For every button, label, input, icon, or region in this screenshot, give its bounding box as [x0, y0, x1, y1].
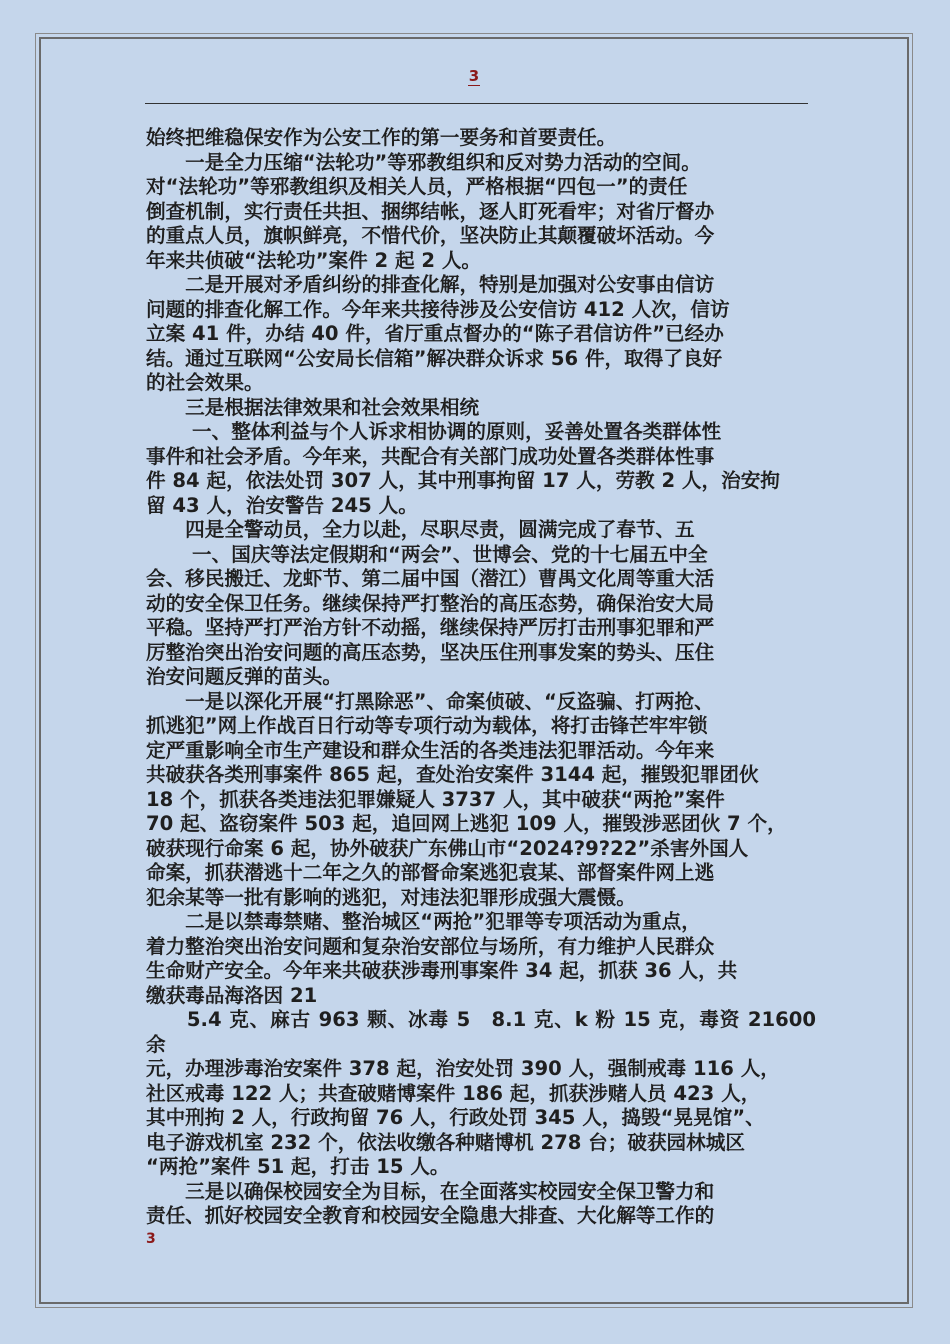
text-line: 倒查机制，实行责任共担、捆绑结帐，逐人盯死看牢；对省厅督办	[146, 199, 715, 223]
text-line: 生命财产安全。今年来共破获涉毒刑事案件 34 起，抓获 36 人，共	[146, 959, 738, 982]
text-line: 70 起、盗窃案件 503 起，追回网上逃犯 109 人，摧毁涉恶团伙 7 个，	[146, 812, 787, 835]
header-rule	[145, 103, 808, 104]
text-line: 二是以禁毒禁赌、整治城区“两抢”犯罪等专项活动为重点，	[146, 910, 701, 933]
text-line: 其中刑拘 2 人，行政拘留 76 人，行政处罚 345 人，捣毁“晃晃馆”、	[146, 1106, 765, 1129]
text-line: 社区戒毒 122 人；共查破赌博案件 186 起，抓获涉赌人员 423 人，	[146, 1081, 761, 1105]
text-line: 留 43 人，治安警告 245 人。	[146, 493, 418, 517]
text-line: 电子游戏机室 232 个，依法收缴各种赌博机 278 台；破获园林城区	[146, 1130, 745, 1154]
text-line: 问题的排查化解工作。今年来共接待涉及公安信访 412 人次，信访	[146, 297, 730, 321]
text-line: 一是以深化开展“打黑除恶”、命案侦破、“反盗骗、打两抢、	[146, 689, 714, 713]
text-line: 二是开展对矛盾纠纷的排查化解，特别是加强对公安事由信访	[146, 273, 715, 296]
text-line: 结。通过互联网“公安局长信箱”解决群众诉求 56 件，取得了良好	[146, 346, 723, 370]
text-line: 着力整治突出治安问题和复杂治安部位与场所，有力维护人民群众	[146, 934, 715, 958]
text-line: 平稳。坚持严打严治方针不动摇，继续保持严厉打击刑事犯罪和严	[146, 616, 715, 639]
text-line: 犯余某等一批有影响的逃犯，对违法犯罪形成强大震慑。	[146, 885, 636, 909]
header-page-number	[41, 67, 907, 86]
text-line: 责任、抓好校园安全教育和校园安全隐患大排查、大化解等工作的	[146, 1204, 715, 1227]
document-page	[39, 37, 909, 1304]
text-line: 的重点人员，旗帜鲜亮，不惜代价，坚决防止其颠覆破坏活动。今	[146, 224, 715, 247]
text-line: “两抢”案件 51 起，打击 15 人。	[146, 1155, 450, 1178]
text-line: 三是根据法律效果和社会效果相统	[146, 395, 480, 419]
text-line: 件 84 起，依法处罚 307 人，其中刑事拘留 17 人，劳教 2 人，治安拘	[146, 469, 780, 492]
text-line: 18 个，抓获各类违法犯罪嫌疑人 3737 人，其中破获“两抢”案件	[146, 787, 725, 811]
text-line: 一、国庆等法定假期和“两会”、世博会、党的十七届五中全	[146, 542, 708, 566]
text-line: 定严重影响全市生产建设和群众生活的各类违法犯罪活动。今年来	[146, 738, 715, 762]
text-line: 对“法轮功”等邪教组织及相关人员，严格根据“四包一”的责任	[146, 175, 688, 198]
text-line: 缴获毒品海洛因 21	[146, 983, 318, 1007]
text-line: 破获现行命案 6 起，协外破获广东佛山市“2024?9?22”杀害外国人	[146, 836, 749, 860]
text-line: 会、移民搬迁、龙虾节、第二届中国（潜江）曹禺文化周等重大活	[146, 567, 715, 590]
text-line: 一是全力压缩“法轮功”等邪教组织和反对势力活动的空间。	[146, 150, 701, 174]
text-line: 治安问题反弹的苗头。	[146, 665, 342, 688]
text-line: 四是全警动员，全力以赴，尽职尽责，圆满完成了春节、五	[146, 518, 695, 541]
text-line: 立案 41 件，办结 40 件，省厅重点督办的“陈子君信访件”已经办	[146, 322, 724, 345]
text-line: 事件和社会矛盾。今年来，共配合有关部门成功处置各类群体性事	[146, 444, 715, 468]
text-line: 5.4 克、麻古 963 颗、冰毒 5 8.1 克、k 粉 15 克，毒资 21600 余	[146, 1008, 823, 1056]
text-line: 元，办理涉毒治安案件 378 起，治安处罚 390 人，强制戒毒 116 人，	[146, 1057, 780, 1080]
text-line: 抓逃犯”网上作战百日行动等专项行动为载体，将打击锋芒牢牢锁	[146, 714, 708, 737]
header-page-number-text: 3	[468, 67, 480, 85]
text-line: 一、整体利益与个人诉求相协调的原则，妥善处置各类群体性	[146, 420, 722, 443]
text-line: 的社会效果。	[146, 371, 264, 394]
text-line: 共破获各类刑事案件 865 起，查处治安案件 3144 起，摧毁犯罪团伙	[146, 763, 759, 786]
text-line: 命案，抓获潜逃十二年之久的部督命案逃犯袁某、部督案件网上逃	[146, 861, 715, 884]
text-line: 厉整治突出治安问题的高压态势，坚决压住刑事发案的势头、压住	[146, 640, 715, 664]
footer-page-number: 3	[146, 1231, 156, 1247]
text-line: 动的安全保卫任务。继续保持严打整治的高压态势，确保治安大局	[146, 591, 715, 615]
document-body	[146, 126, 823, 1229]
text-line: 始终把维稳保安作为公安工作的第一要务和首要责任。	[146, 126, 617, 149]
text-line: 三是以确保校园安全为目标，在全面落实校园安全保卫警力和	[146, 1179, 715, 1203]
text-line: 年来共侦破“法轮功”案件 2 起 2 人。	[146, 248, 482, 272]
